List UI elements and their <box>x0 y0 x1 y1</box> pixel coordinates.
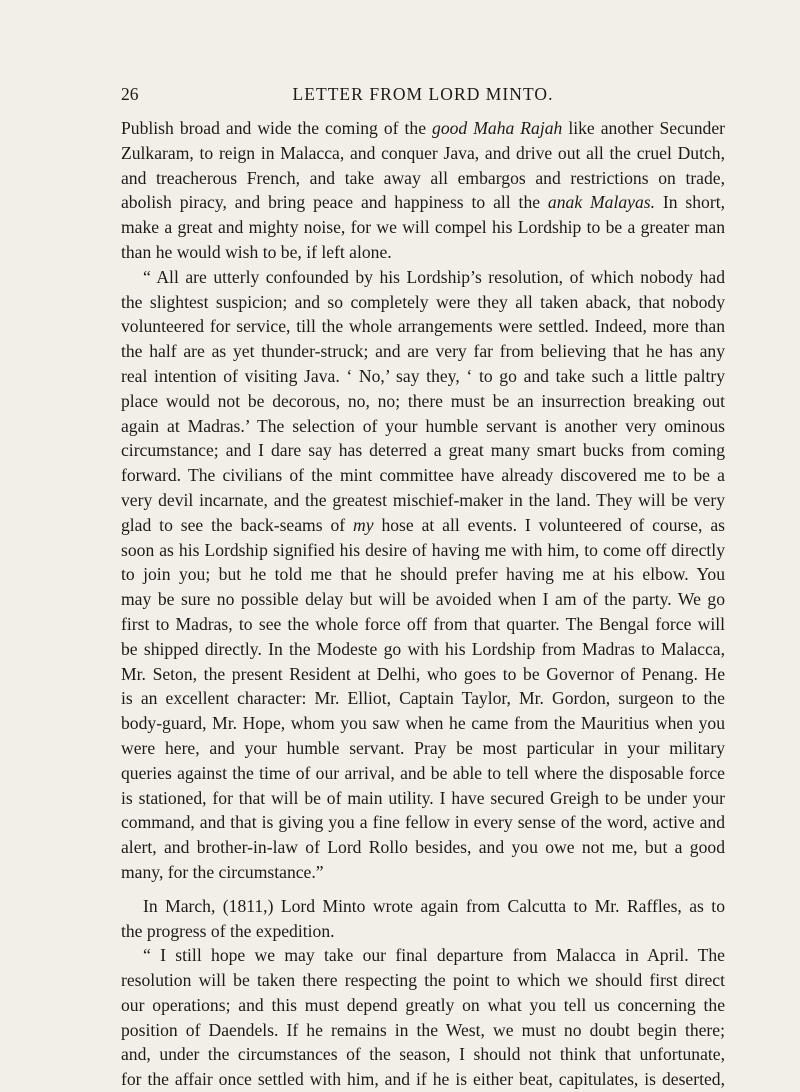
text-line: be shipped directly. In the Modeste go with his Lordship from Madras to Malacca, <box>121 638 725 659</box>
text-line: may be sure no possible delay but will be avoided when I am of the party. We go <box>121 589 725 610</box>
paragraph <box>121 943 725 1092</box>
text-line: were here, and your humble servant. Pray be most particular in your military <box>121 737 725 758</box>
text-line: the progress of the expedition. <box>121 920 335 941</box>
paragraph <box>121 894 725 944</box>
text-line: glad to see the back-seams of my hose at all events. I volunteered of course, as <box>121 514 725 535</box>
text-line: soon as his Lordship signified his desire of having me with him, to come off directly <box>121 539 725 560</box>
text-line: make a great and mighty noise, for we will compel his Lordship to be a greater man <box>121 217 725 238</box>
text-line: the slightest suspicion; and so completely were they all taken aback, that nobody <box>121 291 725 312</box>
text-line: In March, (1811,) Lord Minto wrote again from Calcutta to Mr. Raffles, as to <box>143 895 725 916</box>
italic-text: good Maha Rajah <box>432 118 563 138</box>
paragraph <box>121 265 725 885</box>
text-line: volunteered for service, till the whole arrangements were settled. Indeed, more than <box>121 316 725 337</box>
text-line: alert, and brother-in-law of Lord Rollo besides, and you owe not me, but a good <box>121 837 725 858</box>
text-line: queries against the time of our arrival, and be able to tell where the disposable force <box>121 762 725 783</box>
text-line: is stationed, for that will be of main utility. I have secured Greigh to be under your <box>121 787 725 808</box>
text-line: again at Madras.’ The selection of your humble servant is another very ominous <box>121 415 725 436</box>
text-line: first to Madras, to see the whole force off from that quarter. The Bengal force will <box>121 613 725 634</box>
text-line: real intention of visiting Java. ‘ No,’ say they, ‘ to go and take such a little paltry <box>121 365 725 386</box>
text-line: for the affair once settled with him, and if he is either beat, capitulates, is deserted, <box>121 1069 725 1090</box>
text-line: abolish piracy, and bring peace and happiness to all the anak Malayas. In short, <box>121 192 725 213</box>
paragraph-gap <box>121 885 725 894</box>
text-line: resolution will be taken there respecting the point to which we should first direct <box>121 970 725 991</box>
text-line: and treacherous French, and take away all embargos and restrictions on trade, <box>121 167 725 188</box>
text-line: command, and that is giving you a fine fellow in every sense of the word, active and <box>121 812 725 833</box>
italic-text: anak Malayas. <box>547 192 655 213</box>
text-line: the half are as yet thunder-struck; and are very far from believing that he has any <box>121 341 725 362</box>
text-line: forward. The civilians of the mint committee have already discovered me to be a <box>121 465 725 486</box>
text-line: very devil incarnate, and the greatest mischief-maker in the land. They will be very <box>121 489 725 510</box>
text-line: circumstance; and I dare say has deterred a great many smart bucks from coming <box>121 440 725 461</box>
text-line: Mr. Seton, the present Resident at Delhi, who goes to be Governor of Penang. He <box>121 663 725 684</box>
page-number: 26 <box>121 84 139 104</box>
text-line: Publish broad and wide the coming of the good Maha Rajah like another Secunder <box>121 118 725 138</box>
text-line: to join you; but he told me that he should prefer having me at his elbow. You <box>121 564 725 585</box>
text-line: our operations; and this must depend greatly on what you tell us concerning the <box>121 994 725 1015</box>
text-line: is an excellent character: Mr. Elliot, Captain Taylor, Mr. Gordon, surgeon to the <box>121 688 725 709</box>
running-title: LETTER FROM LORD MINTO. <box>292 84 554 104</box>
text-line: place would not be decorous, no, no; there must be an insurrection breaking out <box>121 390 725 411</box>
body-text <box>121 116 725 1092</box>
text-line: “ I still hope we may take our final departure from Malacca in April. The <box>143 945 725 966</box>
text-line: position of Daendels. If he remains in the West, we must no doubt begin there; <box>121 1019 725 1040</box>
italic-text: my <box>353 514 374 535</box>
paragraph <box>121 116 725 265</box>
text-line: many, for the circumstance.” <box>121 861 324 882</box>
text-line: Zulkaram, to reign in Malacca, and conquer Java, and drive out all the cruel Dutch, <box>121 142 725 163</box>
page-header <box>121 84 725 108</box>
text-line: than he would wish to be, if left alone. <box>121 241 392 262</box>
text-line: “ All are utterly confounded by his Lordship’s resolution, of which nobody had <box>143 266 725 287</box>
text-line: and, under the circumstances of the season, I should not think that unfortunate, <box>121 1044 725 1065</box>
text-line: body-guard, Mr. Hope, whom you saw when he came from the Mauritius when you <box>121 713 725 734</box>
